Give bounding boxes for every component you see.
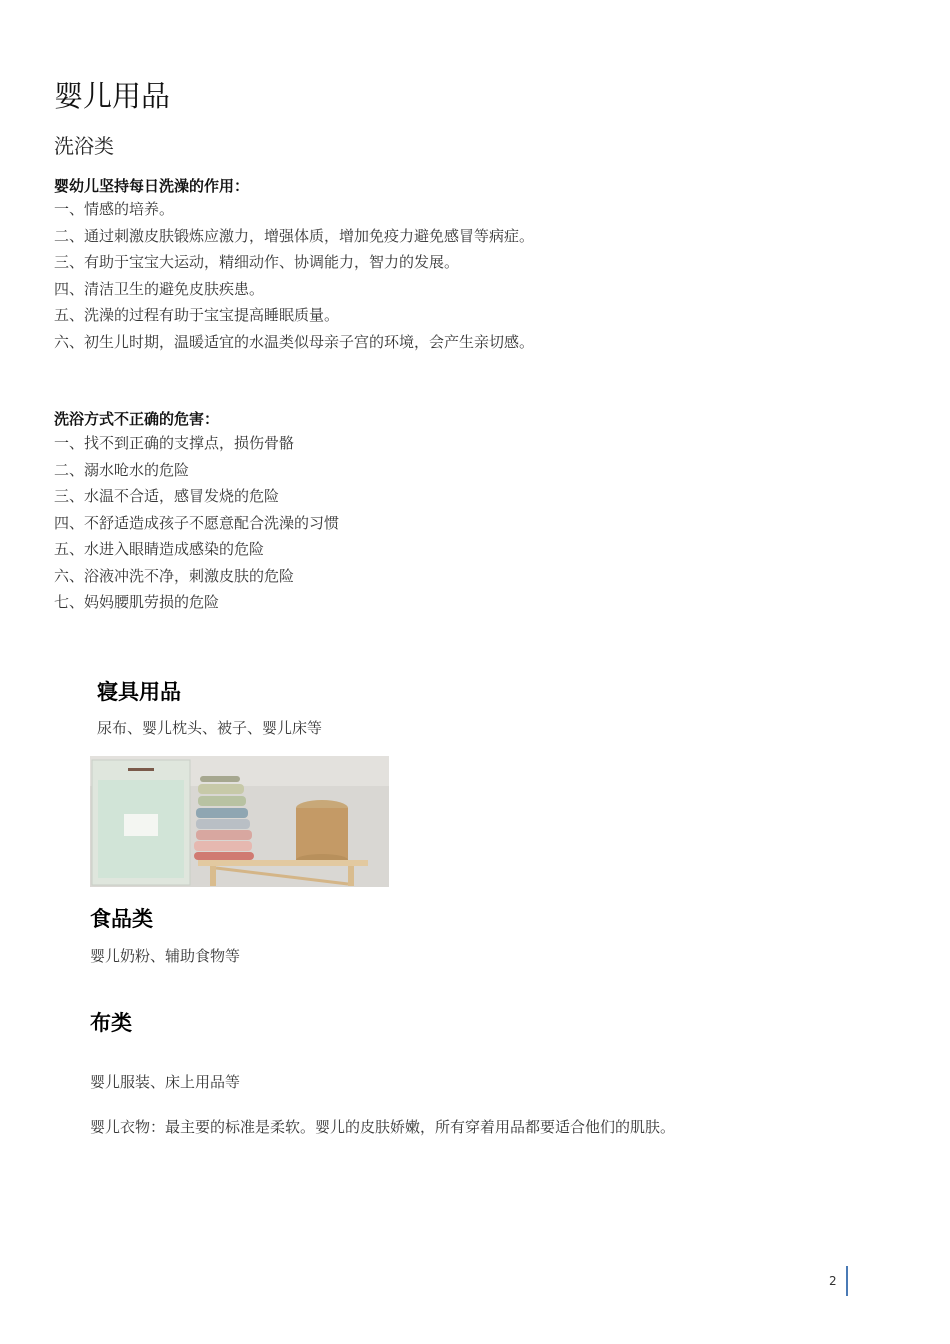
bath-benefits-heading: 婴幼儿坚持每日洗澡的作用： [54,177,250,195]
list-item: 四、清洁卫生的避免皮肤疾患。 [54,279,265,298]
food-heading: 食品类 [90,907,153,931]
list-item: 一、找不到正确的支撑点，损伤骨骼 [54,434,295,452]
list-item: 二、通过刺激皮肤锻炼应激力，增强体质，增加免疫力避免感冒等病症。 [54,226,535,245]
bath-benefits-list [54,196,534,355]
bath-hazards-heading: 洗浴方式不正确的危害： [54,410,220,428]
food-text: 婴儿奶粉、辅助食物等 [90,947,241,965]
bedding-heading: 寝具用品 [97,680,181,704]
cloth-text-2: 婴儿衣物：最主要的标准是柔软。婴儿的皮肤娇嫩，所有穿着用品都要适合他们的肌肤。 [90,1118,676,1136]
bath-hazards-list [54,430,339,616]
page-number-bar [846,1266,848,1296]
bedding-photo [90,756,389,887]
list-item: 一、情感的培养。 [54,200,175,218]
page-title: 婴儿用品 [54,79,171,113]
cloth-text: 婴儿服装、床上用品等 [90,1073,241,1091]
list-item: 五、洗澡的过程有助于宝宝提高睡眠质量。 [54,306,340,324]
list-item: 三、水温不合适，感冒发烧的危险 [54,487,280,505]
list-item: 五、水进入眼睛造成感染的危险 [54,540,265,558]
list-item: 六、浴液冲洗不净，刺激皮肤的危险 [54,566,295,585]
list-item: 七、妈妈腰肌劳损的危险 [54,593,220,611]
list-item: 二、溺水呛水的危险 [54,460,190,479]
list-item: 六、初生儿时期，温暖适宜的水温类似母亲子宫的环境，会产生亲切感。 [54,332,535,351]
list-item: 四、不舒适造成孩子不愿意配合洗澡的习惯 [54,513,340,532]
bedding-photo-illustration [90,756,389,887]
bedding-text: 尿布、婴儿枕头、被子、婴儿床等 [97,719,323,737]
section-subtitle-bath: 洗浴类 [54,134,114,158]
list-item: 三、有助于宝宝大运动，精细动作、协调能力，智力的发展。 [54,253,460,271]
page-number: 2 [829,1274,837,1288]
cloth-heading: 布类 [90,1011,132,1035]
